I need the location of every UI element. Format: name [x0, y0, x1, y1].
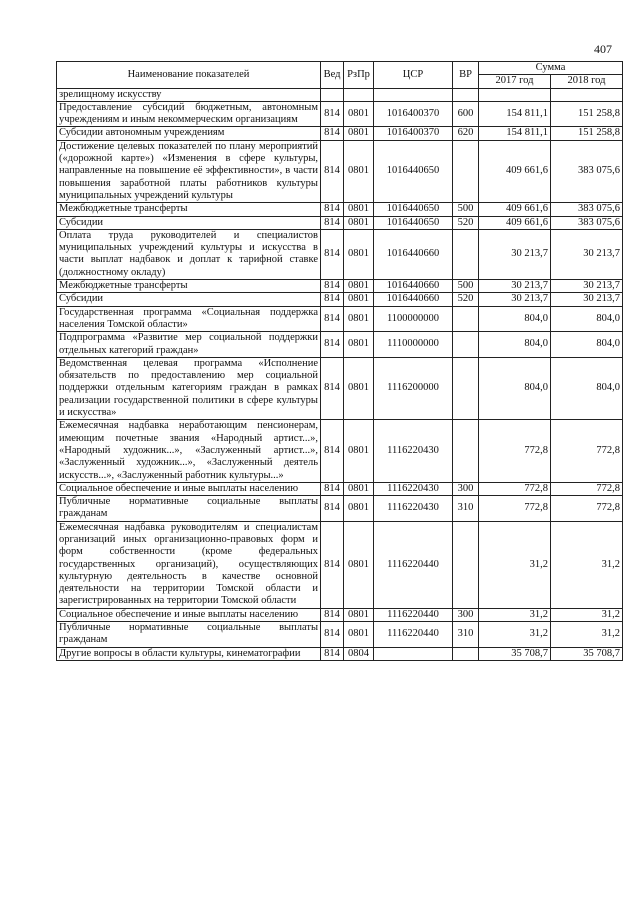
row-rzpr: 0801	[344, 357, 374, 419]
row-rzpr: 0801	[344, 101, 374, 127]
row-ved: 814	[321, 622, 344, 648]
table-row	[57, 357, 623, 419]
row-sum-2018: 772,8	[551, 420, 623, 482]
row-sum-2018: 804,0	[551, 332, 623, 358]
row-vr	[453, 88, 479, 101]
row-ved: 814	[321, 521, 344, 608]
row-rzpr: 0804	[344, 647, 374, 660]
row-csr: 1016440650	[374, 203, 453, 216]
row-vr	[453, 140, 479, 202]
row-sum-2017: 409 661,6	[479, 140, 551, 202]
table-row	[57, 608, 623, 621]
row-rzpr: 0801	[344, 293, 374, 306]
row-rzpr: 0801	[344, 521, 374, 608]
row-vr	[453, 332, 479, 358]
table-row	[57, 647, 623, 660]
row-sum-2018: 383 075,6	[551, 203, 623, 216]
row-rzpr	[344, 88, 374, 101]
row-sum-2018: 30 213,7	[551, 229, 623, 279]
row-name: Достижение целевых показателей по плану мероприятий («дорожной карте») «Изменения в сфере культуры, направленные на повышение её эффективности», в части повышения заработной платы работников культуры муниципальных учреждений культуры	[57, 140, 321, 202]
row-ved: 814	[321, 293, 344, 306]
table-row	[57, 482, 623, 495]
row-sum-2017: 804,0	[479, 357, 551, 419]
row-ved: 814	[321, 332, 344, 358]
table-row	[57, 332, 623, 358]
row-name: Межбюджетные трансферты	[57, 280, 321, 293]
row-sum-2017: 772,8	[479, 420, 551, 482]
row-ved: 814	[321, 203, 344, 216]
table-row	[57, 622, 623, 648]
row-csr: 1116220440	[374, 521, 453, 608]
row-vr	[453, 420, 479, 482]
row-csr: 1016440660	[374, 229, 453, 279]
row-csr: 1016400370	[374, 101, 453, 127]
row-sum-2018: 35 708,7	[551, 647, 623, 660]
table-row	[57, 101, 623, 127]
row-name: зрелищному искусству	[57, 88, 321, 101]
row-sum-2018: 804,0	[551, 357, 623, 419]
row-vr: 310	[453, 496, 479, 522]
row-name: Субсидии	[57, 293, 321, 306]
row-rzpr: 0801	[344, 203, 374, 216]
row-sum-2018: 383 075,6	[551, 140, 623, 202]
row-ved	[321, 88, 344, 101]
row-csr: 1016440660	[374, 280, 453, 293]
row-sum-2018: 804,0	[551, 306, 623, 332]
row-sum-2018: 30 213,7	[551, 293, 623, 306]
row-sum-2017: 154 811,1	[479, 127, 551, 140]
row-rzpr: 0801	[344, 482, 374, 495]
table-row	[57, 88, 623, 101]
table-row	[57, 127, 623, 140]
row-sum-2017: 30 213,7	[479, 229, 551, 279]
row-csr: 1016440650	[374, 140, 453, 202]
row-ved: 814	[321, 647, 344, 660]
row-name: Субсидии	[57, 216, 321, 229]
row-rzpr: 0801	[344, 622, 374, 648]
table-header	[57, 62, 623, 89]
row-csr: 1116220440	[374, 622, 453, 648]
row-sum-2017: 30 213,7	[479, 280, 551, 293]
row-vr	[453, 357, 479, 419]
row-sum-2017: 409 661,6	[479, 216, 551, 229]
row-name: Социальное обеспечение и иные выплаты населению	[57, 608, 321, 621]
row-csr: 1016440660	[374, 293, 453, 306]
row-name: Предоставление субсидий бюджетным, автономным учреждениям и иным некоммерческим организациям	[57, 101, 321, 127]
row-name: Межбюджетные трансферты	[57, 203, 321, 216]
row-sum-2018: 31,2	[551, 521, 623, 608]
row-vr: 500	[453, 203, 479, 216]
row-csr: 1016400370	[374, 127, 453, 140]
header-sum: Сумма	[479, 62, 623, 75]
row-sum-2018: 30 213,7	[551, 280, 623, 293]
row-vr	[453, 306, 479, 332]
row-csr: 1016440650	[374, 216, 453, 229]
row-name: Государственная программа «Социальная поддержка населения Томской области»	[57, 306, 321, 332]
row-sum-2017: 804,0	[479, 332, 551, 358]
row-rzpr: 0801	[344, 280, 374, 293]
row-sum-2018: 772,8	[551, 496, 623, 522]
row-sum-2017: 772,8	[479, 496, 551, 522]
header-ved: Вед	[321, 62, 344, 89]
table-row	[57, 496, 623, 522]
row-csr: 1116220430	[374, 482, 453, 495]
row-rzpr: 0801	[344, 216, 374, 229]
row-vr	[453, 229, 479, 279]
row-sum-2017: 409 661,6	[479, 203, 551, 216]
row-ved: 814	[321, 229, 344, 279]
row-sum-2017: 154 811,1	[479, 101, 551, 127]
row-rzpr: 0801	[344, 420, 374, 482]
row-sum-2018: 151 258,8	[551, 127, 623, 140]
row-vr: 310	[453, 622, 479, 648]
row-rzpr: 0801	[344, 306, 374, 332]
row-csr: 1116200000	[374, 357, 453, 419]
row-name: Другие вопросы в области культуры, кинематографии	[57, 647, 321, 660]
row-ved: 814	[321, 496, 344, 522]
row-ved: 814	[321, 420, 344, 482]
table-row	[57, 306, 623, 332]
row-ved: 814	[321, 608, 344, 621]
row-rzpr: 0801	[344, 229, 374, 279]
row-ved: 814	[321, 216, 344, 229]
row-csr: 1116220430	[374, 496, 453, 522]
row-name: Оплата труда руководителей и специалистов муниципальных учреждений культуры и искусства в части выплат надбавок и доплат к тарифной ставке (должностному окладу)	[57, 229, 321, 279]
row-vr: 300	[453, 482, 479, 495]
row-csr: 1110000000	[374, 332, 453, 358]
header-csr: ЦСР	[374, 62, 453, 89]
row-csr: 1116220440	[374, 608, 453, 621]
row-sum-2017: 31,2	[479, 622, 551, 648]
table-row	[57, 229, 623, 279]
row-ved: 814	[321, 306, 344, 332]
row-name: Публичные нормативные социальные выплаты гражданам	[57, 496, 321, 522]
row-name: Подпрограмма «Развитие мер социальной поддержки отдельных категорий граждан»	[57, 332, 321, 358]
header-2017: 2017 год	[479, 75, 551, 88]
table-row	[57, 280, 623, 293]
row-sum-2018: 31,2	[551, 622, 623, 648]
row-sum-2018: 31,2	[551, 608, 623, 621]
header-2018: 2018 год	[551, 75, 623, 88]
row-name: Социальное обеспечение и иные выплаты населению	[57, 482, 321, 495]
table-body	[57, 88, 623, 660]
row-sum-2017: 804,0	[479, 306, 551, 332]
row-ved: 814	[321, 482, 344, 495]
row-ved: 814	[321, 127, 344, 140]
table-row	[57, 521, 623, 608]
row-vr	[453, 647, 479, 660]
row-sum-2018: 383 075,6	[551, 216, 623, 229]
header-name: Наименование показателей	[57, 62, 321, 89]
row-vr: 520	[453, 293, 479, 306]
row-rzpr: 0801	[344, 496, 374, 522]
row-sum-2017: 31,2	[479, 608, 551, 621]
row-vr: 520	[453, 216, 479, 229]
row-name: Субсидии автономным учреждениям	[57, 127, 321, 140]
row-sum-2018: 151 258,8	[551, 101, 623, 127]
row-sum-2017: 31,2	[479, 521, 551, 608]
row-ved: 814	[321, 140, 344, 202]
row-ved: 814	[321, 101, 344, 127]
header-rzpr: РзПр	[344, 62, 374, 89]
page-number: 407	[594, 42, 612, 56]
row-rzpr: 0801	[344, 608, 374, 621]
row-vr: 500	[453, 280, 479, 293]
row-csr: 1100000000	[374, 306, 453, 332]
row-sum-2017: 30 213,7	[479, 293, 551, 306]
budget-table	[56, 61, 623, 661]
table-row	[57, 420, 623, 482]
row-rzpr: 0801	[344, 140, 374, 202]
row-sum-2017: 35 708,7	[479, 647, 551, 660]
row-csr	[374, 88, 453, 101]
row-rzpr: 0801	[344, 127, 374, 140]
row-rzpr: 0801	[344, 332, 374, 358]
row-vr: 300	[453, 608, 479, 621]
row-ved: 814	[321, 357, 344, 419]
row-sum-2018: 772,8	[551, 482, 623, 495]
table-row	[57, 140, 623, 202]
row-name: Ежемесячная надбавка руководителям и специалистам организаций иных организационно-правовых форм и форм собственности (кроме федеральных государственных организаций), осуществляющих культурную деятельность в качестве основной деятельности на территории Томской области и зарегистрированных на территории Томской области	[57, 521, 321, 608]
row-name: Ведомственная целевая программа «Исполнение обязательств по предоставлению мер социальной поддержки отдельным категориям граждан в рамках реализации государственной политики в сфере культуры и искусства»	[57, 357, 321, 419]
row-csr	[374, 647, 453, 660]
row-name: Публичные нормативные социальные выплаты гражданам	[57, 622, 321, 648]
table-row	[57, 216, 623, 229]
table-row	[57, 203, 623, 216]
row-name: Ежемесячная надбавка неработающим пенсионерам, имеющим почетные звания «Народный артист...», «Народный художник...», «Заслуженный артист...», «Заслуженный художник...», «Заслуженный деятель искусств...», «Заслуженный работник культуры...»	[57, 420, 321, 482]
row-vr: 620	[453, 127, 479, 140]
row-sum-2018	[551, 88, 623, 101]
row-vr	[453, 521, 479, 608]
row-csr: 1116220430	[374, 420, 453, 482]
row-ved: 814	[321, 280, 344, 293]
row-vr: 600	[453, 101, 479, 127]
row-sum-2017	[479, 88, 551, 101]
header-vr: ВР	[453, 62, 479, 89]
row-sum-2017: 772,8	[479, 482, 551, 495]
table-row	[57, 293, 623, 306]
